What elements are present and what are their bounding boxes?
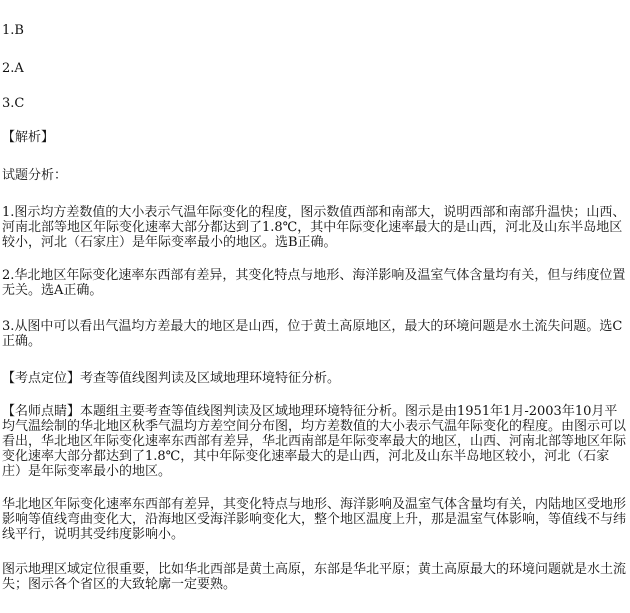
explanation-2: 2.华北地区年际变化速率东西部有差异，其变化特点与地形、海洋影响及温室气体含量均有关，但与纬度位置无关。选A正确。 (2, 268, 626, 298)
explanation-3: 3.从图中可以看出气温均方差最大的地区是山西，位于黄土高原地区，最大的环境问题是水土流失问题。选C正确。 (2, 319, 623, 349)
mingshi-paragraph-3: 图示地理区域定位很重要，比如华北西部是黄土高原，东部是华北平原；黄土高原最大的环境问题就是水土流失；图示各个省区的大致轮廓一定要熟。 (2, 562, 627, 592)
kaodian-dingwei: 【考点定位】考查等值线图判读及区域地理环境特征分析。 (2, 371, 341, 386)
answer-2: 2.A (2, 61, 24, 76)
analysis-heading: 【解析】 (2, 130, 55, 145)
mingshi-paragraph-2: 华北地区年际变化速率东西部有差异，其变化特点与地形、海洋影响及温室气体含量均有关，内陆地区受地形影响等值线弯曲变化大，沿海地区受海洋影响变化大，整个地区温度上升，那是温室气体影响，等值线不与纬线平行，说明其受纬度影响小。 (2, 497, 627, 542)
answer-3: 3.C (2, 96, 25, 111)
mingshi-dianjing: 【名师点睛】本题组主要考查等值线图判读及区域地理环境特征分析。图示是由1951年1月-2003年10月平均气温绘制的华北地区秋季气温均方差空间分布图，均方差数值的大小表示气温年际变化的程度。由图示可以看出，华北地区年际变化速率东西部有差异，华北西南部是年际变率最大的地区，山西、河南北部等地区年际变化速率大部分都达到了1.8℃，其中年际变化速率最大的是山西，河北及山东半岛地区较小，河北（石家庄）是年际变率最小的地区。 (2, 404, 627, 479)
answer-1: 1.B (2, 23, 24, 38)
explanation-1: 1.图示均方差数值的大小表示气温年际变化的程度，图示数值西部和南部大，说明西部和南部升温快；山西、河南北部等地区年际变化速率大部分都达到了1.8℃，其中年际变化速率最大的是山西，河北及山东半岛地区较小，河北（石家庄）是年际变率最小的地区。选B正确。 (2, 205, 626, 250)
analysis-intro: 试题分析： (2, 168, 68, 183)
